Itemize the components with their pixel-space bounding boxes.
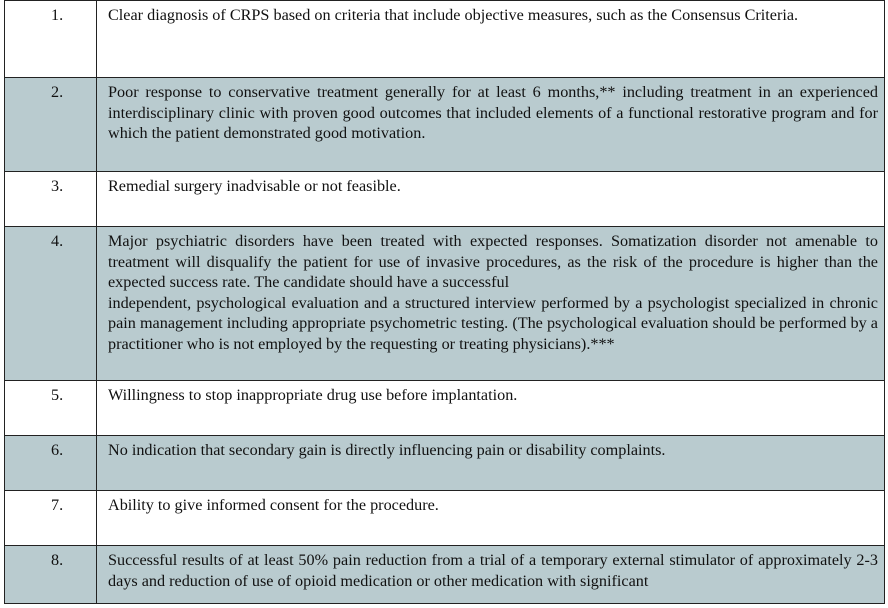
criteria-text: Poor response to conservative treatment generally for at least 6 months,** including treatment in an experienced interdisciplinary clinic with proven good outcomes that included elements of a functional restorative program and for which the patient demonstrated good motivation. [108, 83, 878, 142]
criteria-row [5, 381, 885, 436]
criteria-text-cell [97, 172, 885, 227]
criteria-row [5, 1, 885, 78]
criteria-text: No indication that secondary gain is directly influencing pain or disability complaints. [108, 441, 666, 459]
criteria-number-cell [5, 546, 97, 604]
criteria-number: 5. [51, 386, 64, 404]
criteria-number-cell [5, 78, 97, 172]
criteria-text: Clear diagnosis of CRPS based on criteria that include objective measures, such as the Consensus Criteria. [108, 6, 799, 24]
criteria-number-cell [5, 1, 97, 78]
criteria-text: Ability to give informed consent for the procedure. [108, 496, 439, 514]
criteria-number-cell [5, 381, 97, 436]
criteria-text-part1: Major psychiatric disorders have been treated with expected responses. Somatization disorder not amenable to treatment will disqualify the patient for use of invasive procedures, as the risk of the procedure is higher than the expected success rate. The candidate should have a successful [108, 232, 878, 291]
criteria-text-cell [97, 78, 885, 172]
criteria-text-part2: independent, psychological evaluation and a structured interview performed by a psychologist specialized in chronic pain management including appropriate psychometric testing. (The psychological evaluation should be performed by a practitioner who is not employed by the requesting or treating physicians).*** [108, 293, 878, 353]
criteria-text-cell [97, 381, 885, 436]
criteria-text-cell [97, 436, 885, 491]
criteria-text-cell [97, 227, 885, 381]
criteria-text-cell [97, 1, 885, 78]
criteria-row [5, 546, 885, 604]
criteria-number: 1. [51, 6, 64, 24]
criteria-number: 7. [51, 496, 64, 514]
criteria-number-cell [5, 172, 97, 227]
criteria-number-cell [5, 436, 97, 491]
criteria-row [5, 227, 885, 381]
criteria-number-cell [5, 227, 97, 381]
criteria-text-cell [97, 546, 885, 604]
criteria-text: Remedial surgery inadvisable or not feasible. [108, 177, 401, 195]
criteria-row [5, 436, 885, 491]
criteria-number: 4. [51, 232, 64, 250]
criteria-number: 6. [51, 441, 64, 459]
criteria-row [5, 78, 885, 172]
criteria-table [4, 0, 885, 604]
criteria-text: Successful results of at least 50% pain reduction from a trial of a temporary external stimulator of approximately 2-3 days and reduction of use of opioid medication or other medication with significant [108, 551, 878, 590]
criteria-number-cell [5, 491, 97, 546]
criteria-number: 8. [51, 551, 64, 569]
criteria-text: Willingness to stop inappropriate drug use before implantation. [108, 386, 518, 404]
criteria-number: 2. [51, 83, 64, 101]
criteria-number: 3. [51, 177, 64, 195]
criteria-row [5, 172, 885, 227]
criteria-row [5, 491, 885, 546]
criteria-text-cell [97, 491, 885, 546]
